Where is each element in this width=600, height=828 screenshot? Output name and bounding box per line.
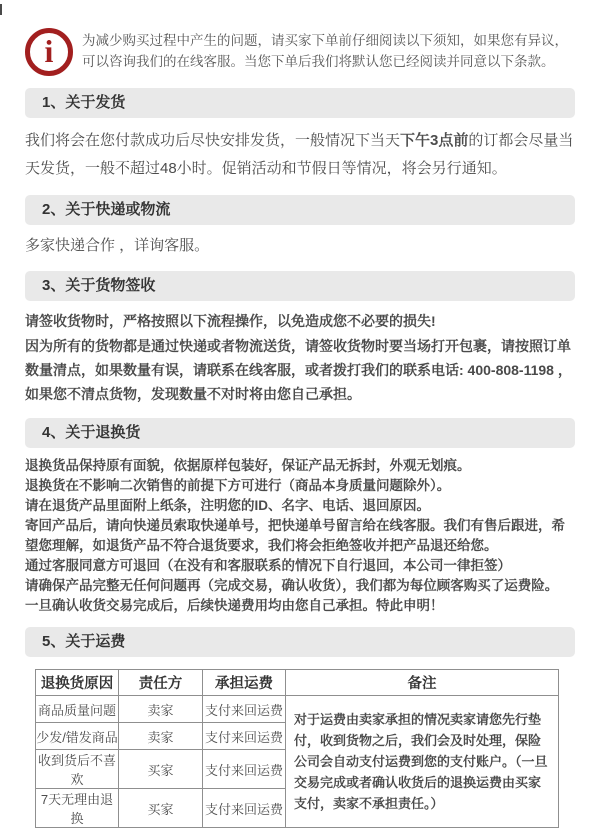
section-title-receiving: 3、关于货物签收 [25,271,575,301]
cell-reason: 少发/错发商品 [36,723,119,750]
returns-item: 请确保产品完整无任何问题再（完成交易，确认收货），我们都为每位顾客购买了运费险。 [25,577,559,593]
notice-banner [25,26,575,76]
header-cell-reason: 退换货原因 [36,670,119,696]
cell-responsible: 买家 [119,789,203,828]
cell-cost: 支付来回运费 [203,750,286,789]
returns-item: 寄回产品后，请向快递员索取快递单号，把快递单号留言给在线客服。我们有售后跟进，希望您理解，如退货产品不符合退货要求，我们将会拒绝签收并把产品退还给您。 [25,518,565,553]
section-body-shipping [25,118,575,183]
logistics-paragraph: 多家快递合作 ，详询客服。 [25,237,210,254]
returns-item: 退换货品保持原有面貌，依据原样包装好，保证产品无拆封，外观无划痕。 [25,458,471,473]
section-title-logistics: 2、关于快递或物流 [25,195,575,225]
header-cell-cost: 承担运费 [203,670,286,696]
shipping-text-pre: 我们将会在您付款成功后尽快安排发货，一般情况下当天 [25,132,401,149]
freight-table [35,669,559,828]
section-body-returns [25,448,575,615]
shipping-paragraph [25,127,575,183]
table-row [36,696,559,723]
shipping-text-bold: 下午3点前 [400,132,469,149]
returns-item: 请在退货产品里面附上纸条，注明您的ID、名字、电话、退回原因。 [25,498,430,513]
info-icon-glyph: i [44,32,54,69]
cell-cost: 支付来回运费 [203,723,286,750]
receiving-paragraph: 因为所有的货物都是通过快递或者物流送货，请签收货物时要当场打开包裹，请按照订单数量清点，如果数量有误，请联系在线客服，或者拨打我们的联系电话: 400-808-1198 ，如果您不清点货物，发现数量不对时将由您自己承担。 [25,338,572,402]
section-title-returns: 4、关于退换货 [25,418,575,448]
returns-item: 退换货在不影响二次销售的前提下方可进行（商品本身质量问题除外）。 [25,478,451,493]
cell-reason: 商品质量问题 [36,696,119,723]
returns-item: 通过客服同意方可退回（在没有和客服联系的情况下自行退回，本公司一律拒签） [25,557,511,573]
section-body-receiving [25,301,575,406]
scan-artifact [0,4,2,15]
notice-text: 为减少购买过程中产生的问题，请买家下单前仔细阅读以下须知，如果您有异议，可以咨询我们的在线客服。当您下单后我们将默认您已经阅读并同意以下条款。 [82,33,568,69]
info-icon [25,28,73,76]
section-title-freight: 5、关于运费 [25,627,575,657]
header-cell-responsible: 责任方 [119,670,203,696]
section-body-logistics [25,225,575,259]
cell-responsible: 买家 [119,750,203,789]
cell-cost: 支付来回运费 [203,696,286,723]
cell-remark: 对于运费由卖家承担的情况卖家请您先行垫付，收到货物之后，我们会及时处理，保险公司会自动支付运费到您的支付账户。（一旦交易完成或者确认收货后的退换运费由买家支付，卖家不承担责任。） [286,696,559,828]
cell-responsible: 卖家 [119,723,203,750]
header-cell-remark: 备注 [286,670,559,696]
returns-item: 一旦确认收货交易完成后，后续快递费用均由您自己承担。特此申明！ [25,597,444,613]
freight-table-header-row [36,670,559,696]
cell-reason: 7天无理由退换 [36,789,119,828]
cell-reason: 收到货后不喜欢 [36,750,119,789]
cell-responsible: 卖家 [119,696,203,723]
cell-cost: 支付来回运费 [203,789,286,828]
receiving-warning: 请签收货物时，严格按照以下流程操作，以免造成您不必要的损失! [25,313,436,329]
shipping-text-post: 的订都会尽量当天发货，一般不超过48小时。促销活动和节假日等情况，将会另行通知。 [25,132,574,177]
section-title-shipping: 1、关于发货 [25,88,575,118]
